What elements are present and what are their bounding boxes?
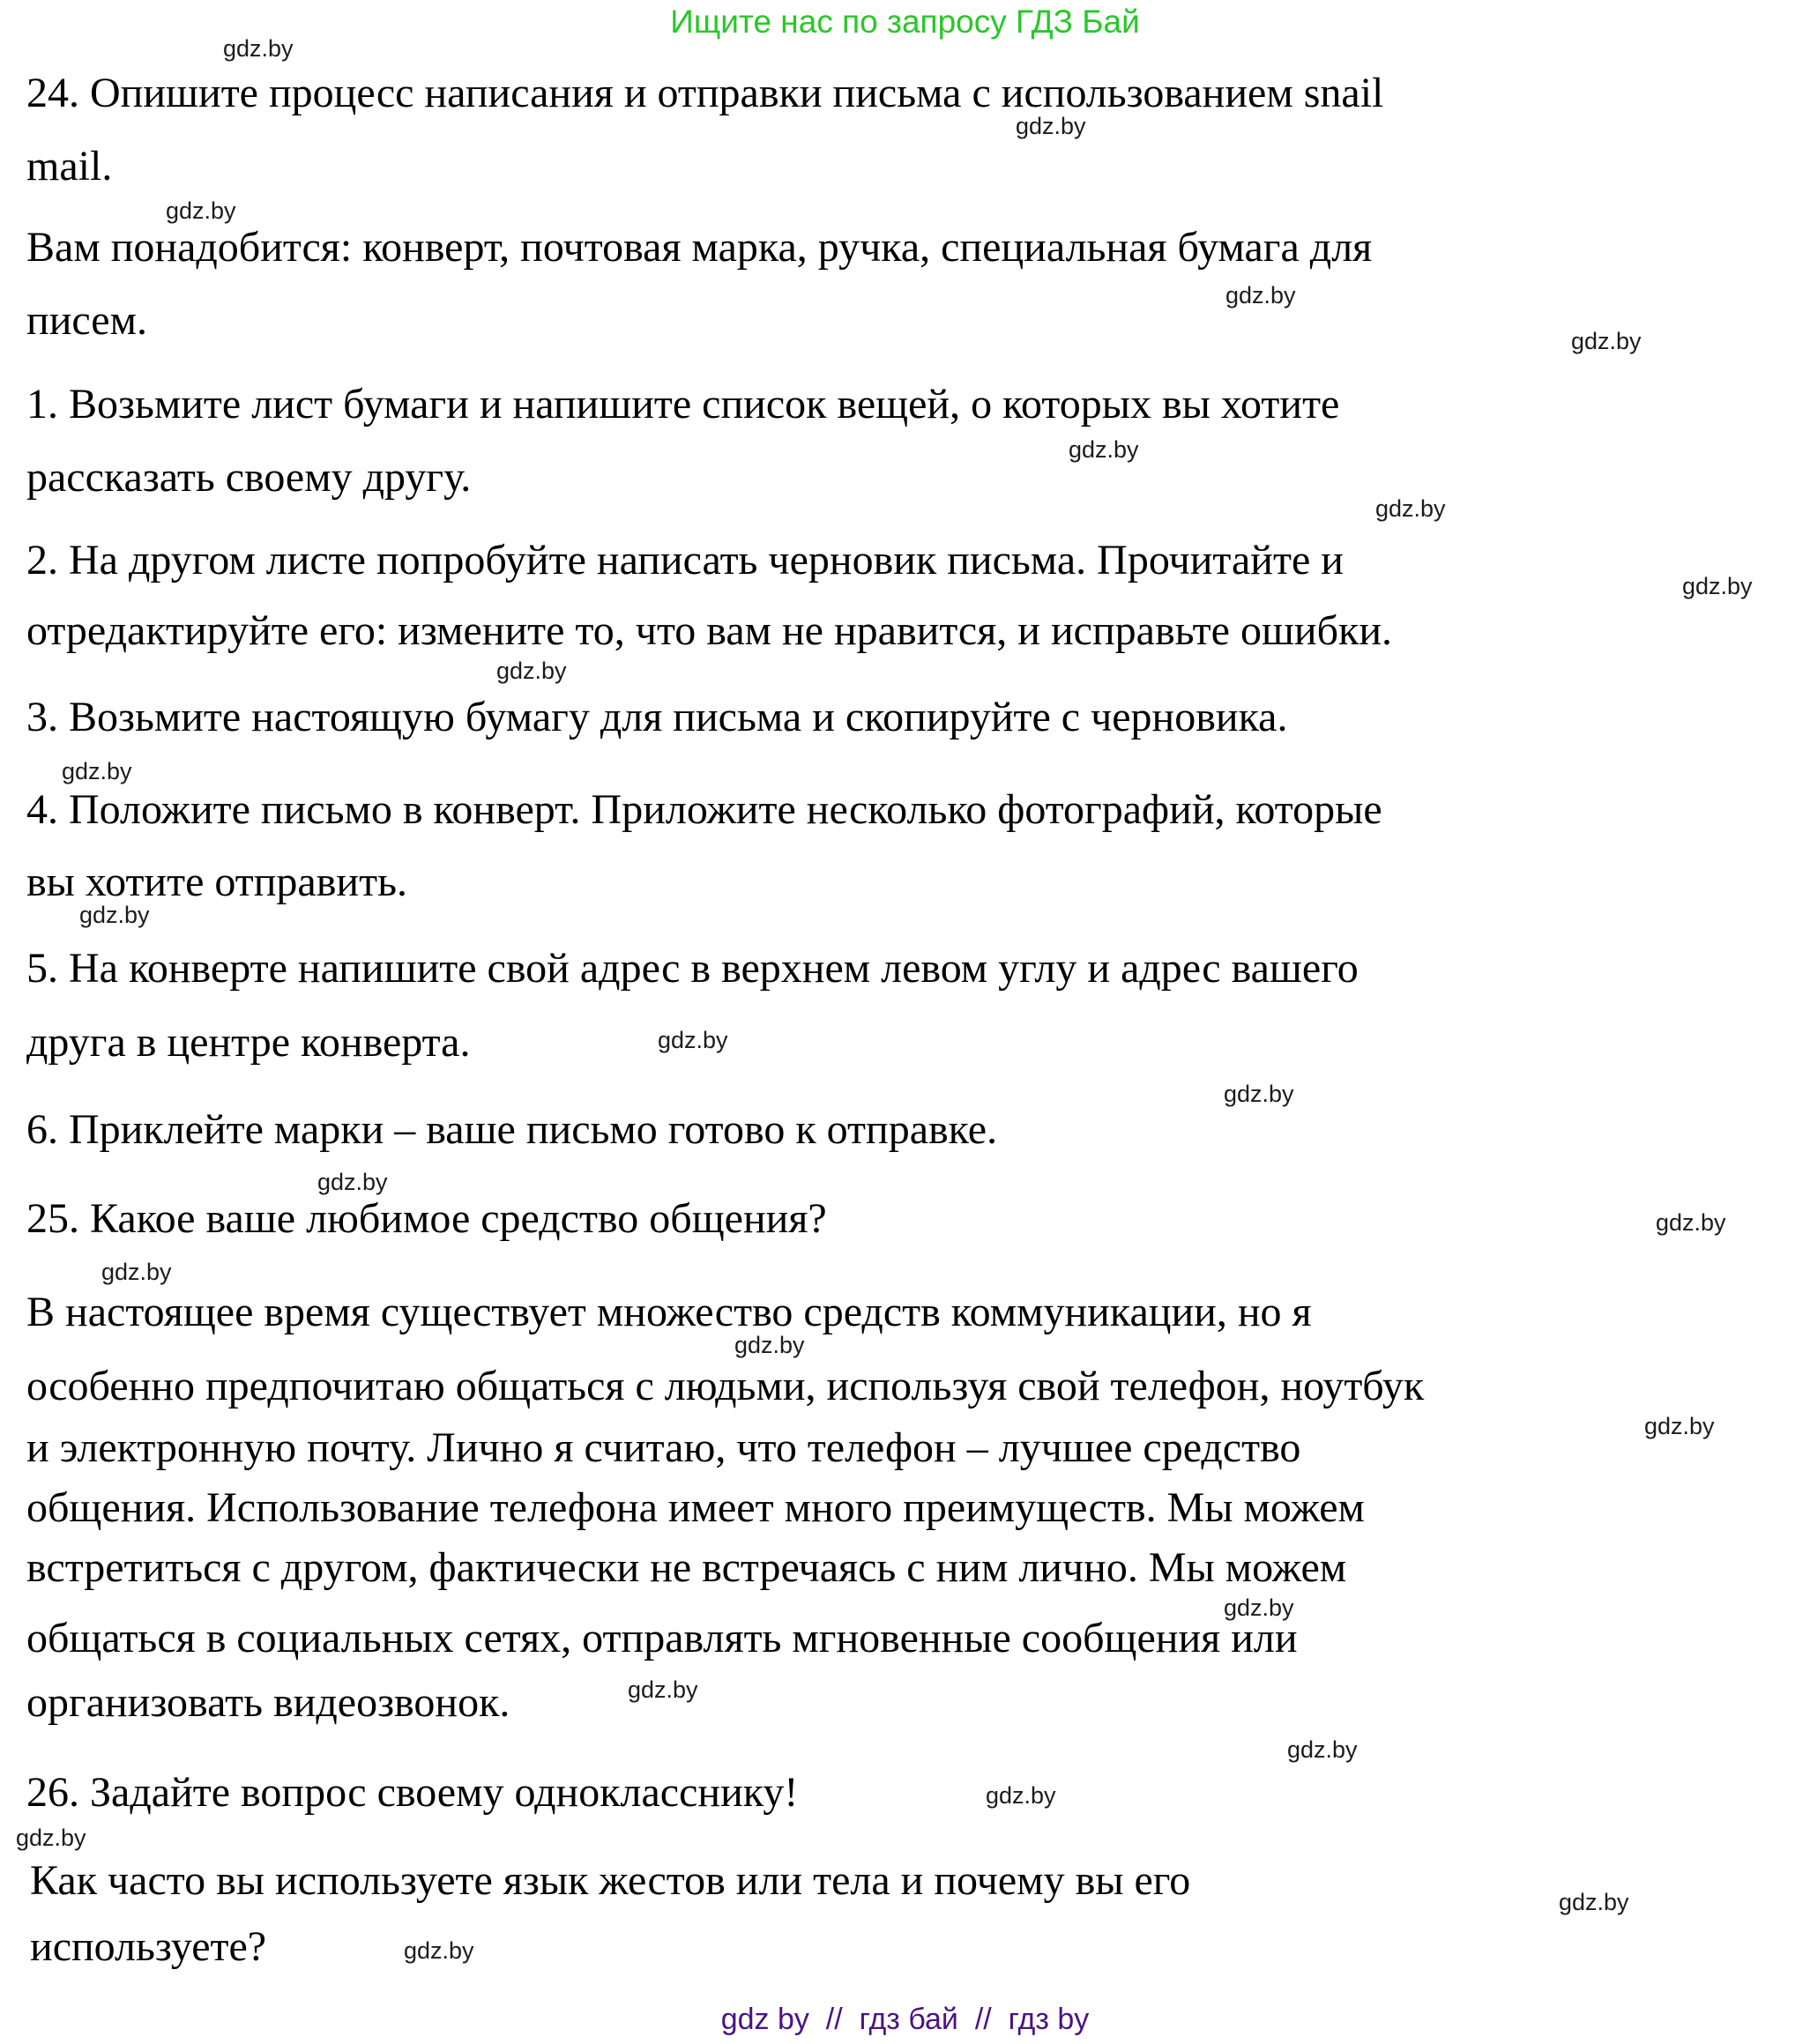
gdz-watermark: gdz.by <box>62 758 132 784</box>
gdz-watermark: gdz.by <box>1224 1081 1294 1107</box>
text-line: mail. <box>26 143 113 190</box>
text-line: встретиться с другом, фактически не встречаясь с ним лично. Мы можем <box>26 1544 1347 1591</box>
text-line: особенно предпочитаю общаться с людьми, используя свой телефон, ноутбук <box>26 1363 1425 1409</box>
text-line: 3. Возьмите настоящую бумагу для письма и скопируйте с черновика. <box>26 694 1288 740</box>
gdz-watermark: gdz.by <box>79 902 150 928</box>
gdz-watermark: gdz.by <box>1375 495 1446 522</box>
text-line: 5. На конверте напишите свой адрес в верхнем левом углу и адрес вашего <box>26 945 1359 992</box>
gdz-watermark: gdz.by <box>628 1676 698 1703</box>
text-line: Вам понадобится: конверт, почтовая марка, ручка, специальная бумага для <box>26 224 1373 271</box>
text-line: 26. Задайте вопрос своему однокласснику! <box>26 1769 799 1816</box>
gdz-watermark: gdz.by <box>1682 573 1753 599</box>
gdz-watermark: gdz.by <box>166 197 236 224</box>
gdz-watermark: gdz.by <box>496 658 567 684</box>
gdz-watermark: gdz.by <box>986 1782 1056 1809</box>
text-line: писем. <box>26 297 147 344</box>
text-line: отредактируйте его: измените то, что вам не нравится, и исправьте ошибки. <box>26 607 1393 654</box>
gdz-watermark: gdz.by <box>1016 113 1086 139</box>
text-line: общаться в социальных сетях, отправлять мгновенные сообщения или <box>26 1615 1298 1661</box>
text-line: 4. Положите письмо в конверт. Приложите несколько фотографий, которые <box>26 786 1382 833</box>
gdz-watermark: gdz.by <box>101 1259 172 1285</box>
gdz-watermark: gdz.by <box>223 35 294 62</box>
text-line: 25. Какое ваше любимое средство общения? <box>26 1195 827 1242</box>
text-line: 6. Приклейте марки – ваше письмо готово к отправке. <box>26 1106 998 1153</box>
text-line: используете? <box>30 1923 267 1970</box>
text-line: организовать видеозвонок. <box>26 1679 510 1726</box>
text-line: 24. Опишите процесс написания и отправки письма с использованием snail <box>26 70 1384 116</box>
text-line: В настоящее время существует множество средств коммуникации, но я <box>26 1289 1312 1335</box>
gdz-watermark: gdz.by <box>317 1169 388 1195</box>
text-line: друга в центре конверта. <box>26 1019 471 1066</box>
gdz-watermark: gdz.by <box>1069 436 1139 463</box>
gdz-watermark: gdz.by <box>1225 282 1296 308</box>
gdz-watermark: gdz.by <box>1571 328 1642 354</box>
gdz-watermark: gdz.by <box>1644 1413 1715 1439</box>
footer-links[interactable]: gdz by // гдз бай // гдз by <box>720 2003 1090 2036</box>
gdz-watermark: gdz.by <box>734 1332 805 1358</box>
text-line: вы хотите отправить. <box>26 858 407 905</box>
text-line: общения. Использование телефона имеет много преимуществ. Мы можем <box>26 1484 1365 1531</box>
promo-banner-text: Ищите нас по запросу ГДЗ Бай <box>670 4 1140 40</box>
text-line: 1. Возьмите лист бумаги и напишите список вещей, о которых вы хотите <box>26 381 1340 427</box>
gdz-watermark: gdz.by <box>404 1937 474 1964</box>
text-line: 2. На другом листе попробуйте написать черновик письма. Прочитайте и <box>26 537 1344 583</box>
text-line: Как часто вы используете язык жестов или тела и почему вы его <box>30 1857 1191 1904</box>
text-line: рассказать своему другу. <box>26 454 472 501</box>
gdz-watermark: gdz.by <box>1287 1736 1358 1763</box>
gdz-watermark: gdz.by <box>1559 1889 1629 1915</box>
gdz-watermark: gdz.by <box>1656 1209 1726 1236</box>
gdz-watermark: gdz.by <box>1224 1594 1294 1621</box>
text-line: и электронную почту. Лично я считаю, что телефон – лучшее средство <box>26 1424 1301 1471</box>
gdz-watermark: gdz.by <box>658 1027 728 1053</box>
gdz-watermark: gdz.by <box>16 1825 86 1851</box>
